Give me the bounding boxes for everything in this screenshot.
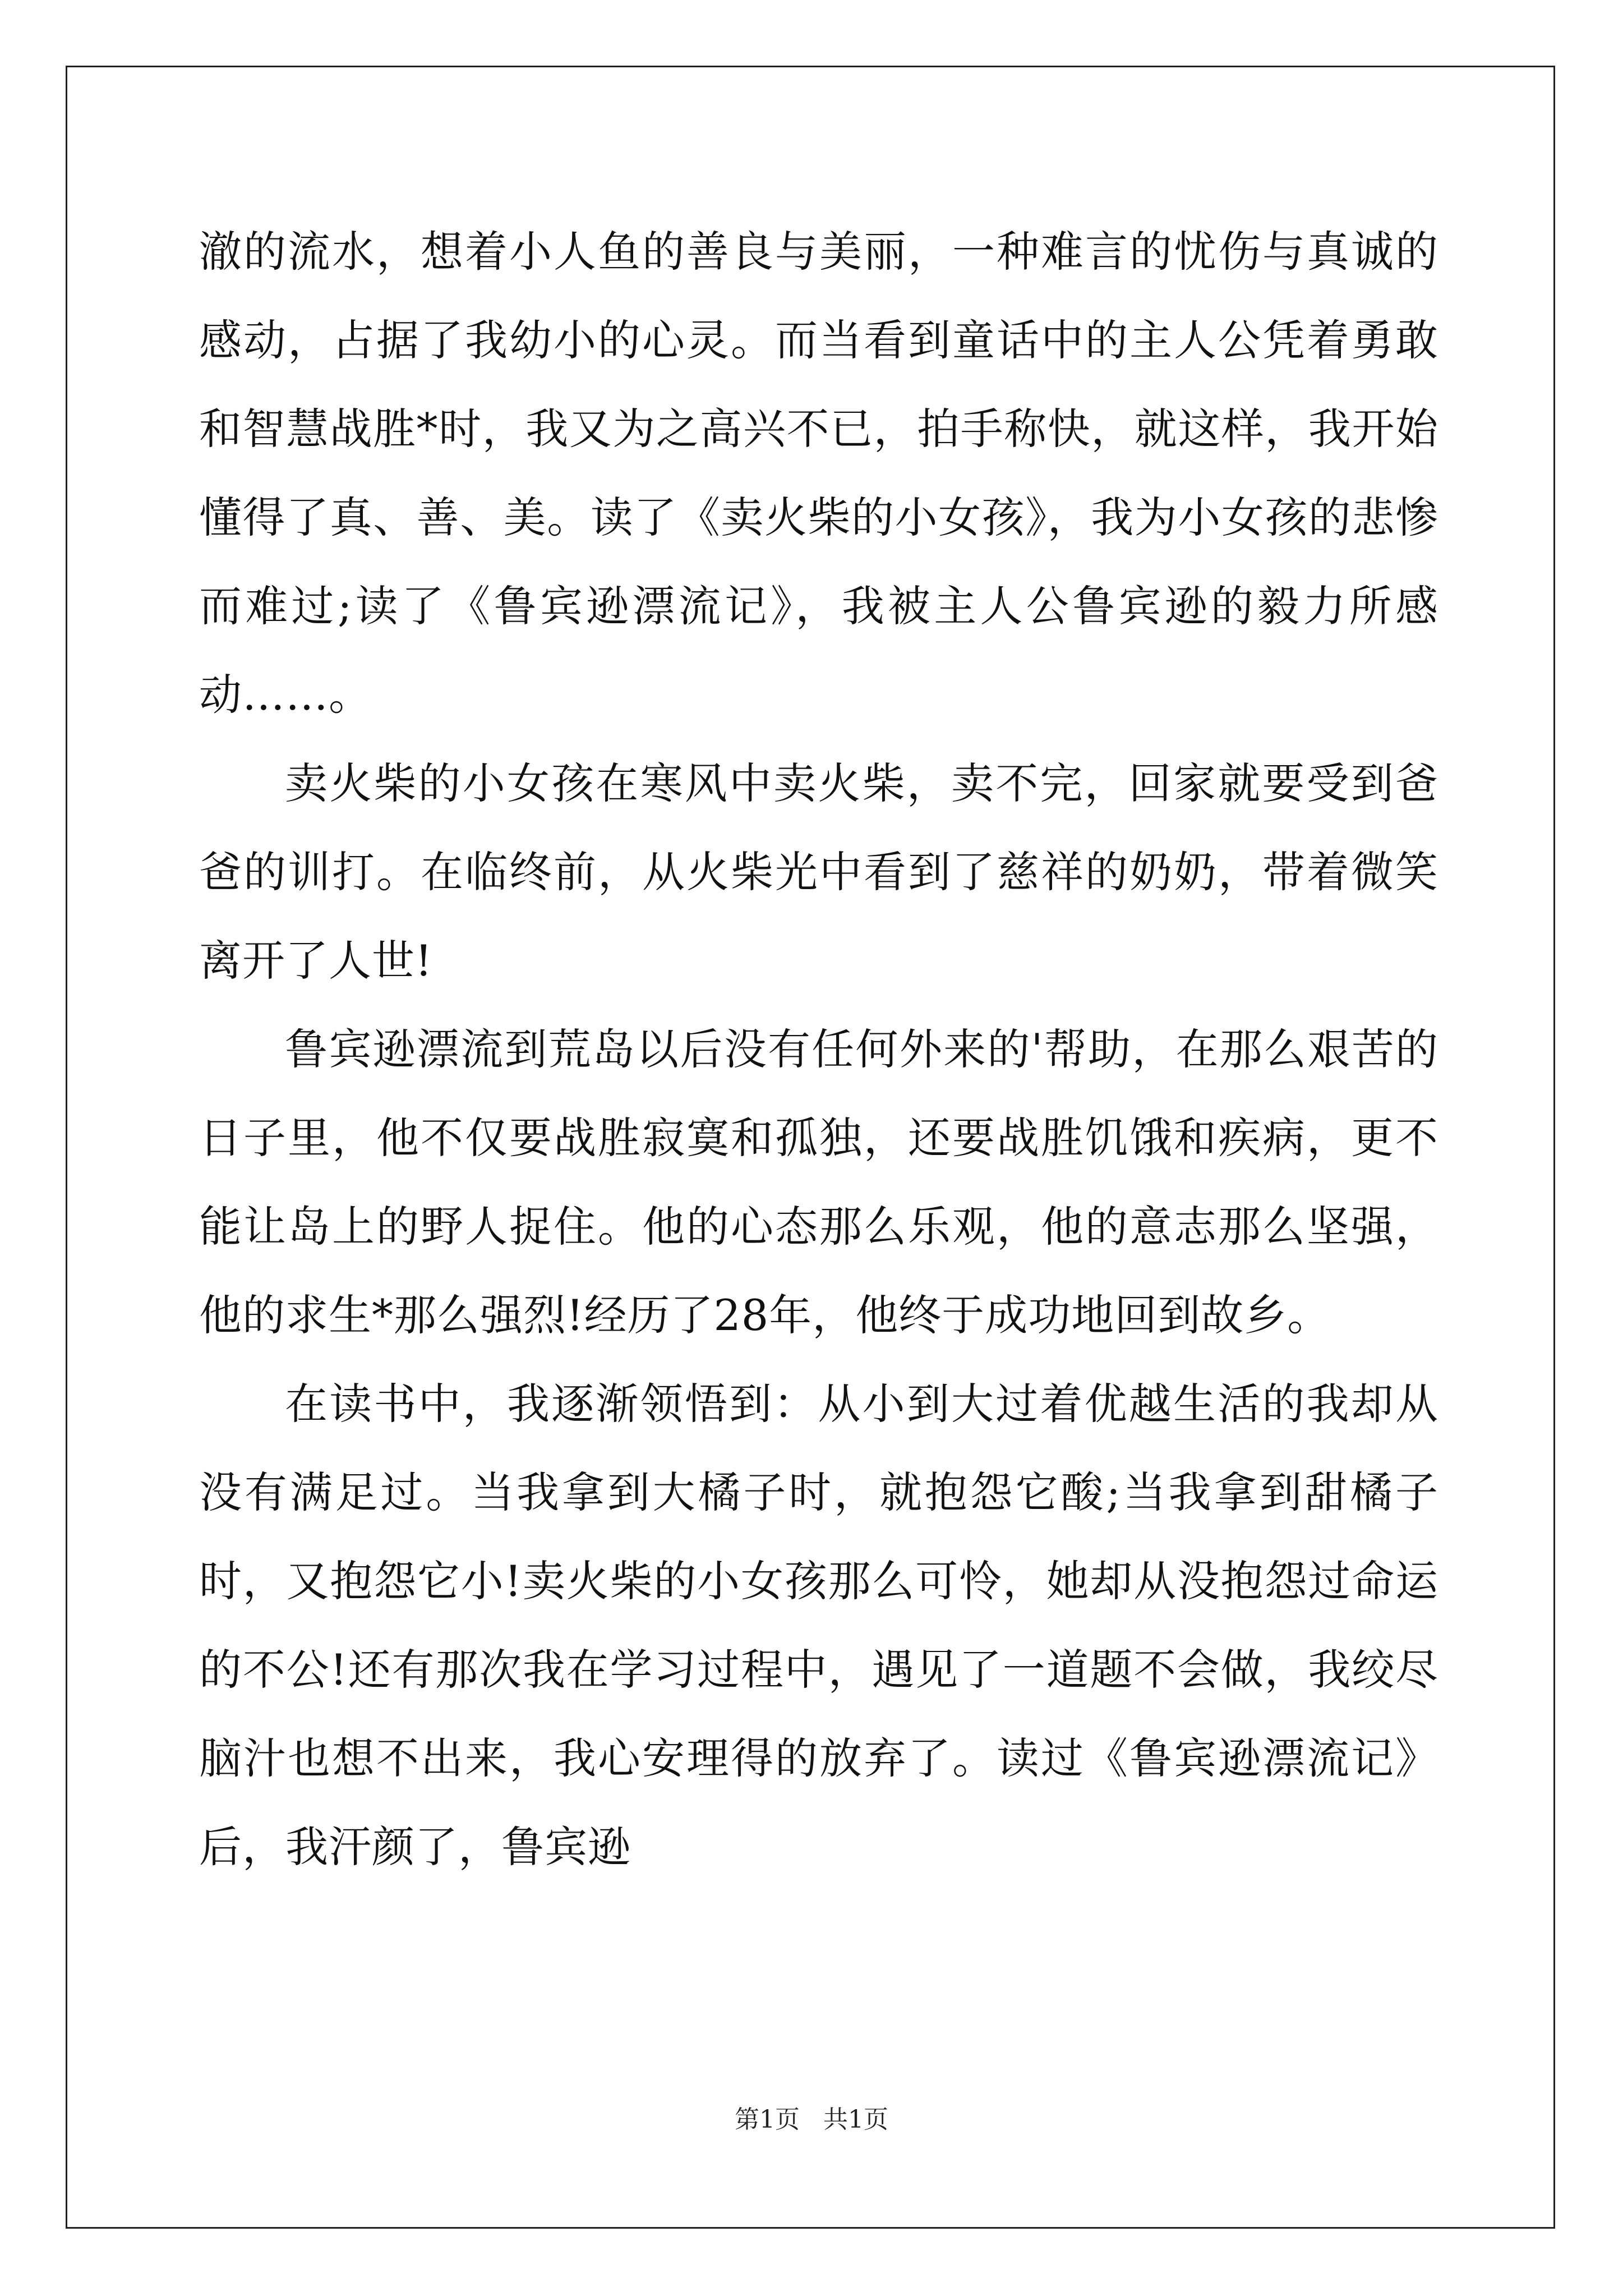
- paragraph-2: 卖火柴的小女孩在寒风中卖火柴，卖不完，回家就要受到爸爸的训打。在临终前，从火柴光中看到了慈祥的奶奶，带着微笑离开了人世!: [199, 758, 1438, 986]
- paragraph-1: 澈的流水，想着小人鱼的善良与美丽，一种难言的忧伤与真诚的感动，占据了我幼小的心灵。而当看到童话中的主人公凭着勇敢和智慧战胜*时，我又为之高兴不已，拍手称快，就这样，我开始懂得了真、善、美。读了《卖火柴的小女孩》，我为小女孩的悲惨而难过;读了《鲁宾逊漂流记》，我被主人公鲁宾逊的毅力所感动……。: [199, 227, 1438, 720]
- paragraph-4: 在读书中，我逐渐领悟到：从小到大过着优越生活的我却从没有满足过。当我拿到大橘子时，就抱怨它酸;当我拿到甜橘子时，又抱怨它小!卖火柴的小女孩那么可怜，她却从没抱怨过命运的不公!还有那次我在学习过程中，遇见了一道题不会做，我绞尽脑汁也想不出来，我心安理得的放弃了。读过《鲁宾逊漂流记》后，我汗颜了，鲁宾逊: [199, 1379, 1438, 1872]
- document-body: [199, 208, 1438, 1892]
- paragraph-3: 鲁宾逊漂流到荒岛以后没有任何外来的'帮助，在那么艰苦的日子里，他不仅要战胜寂寞和孤独，还要战胜饥饿和疾病，更不能让岛上的野人捉住。他的心态那么乐观，他的意志那么坚强，他的求生*那么强烈!经历了28年，他终于成功地回到故乡。: [199, 1024, 1438, 1340]
- page-number-footer: 第1页 共1页: [735, 2105, 888, 2134]
